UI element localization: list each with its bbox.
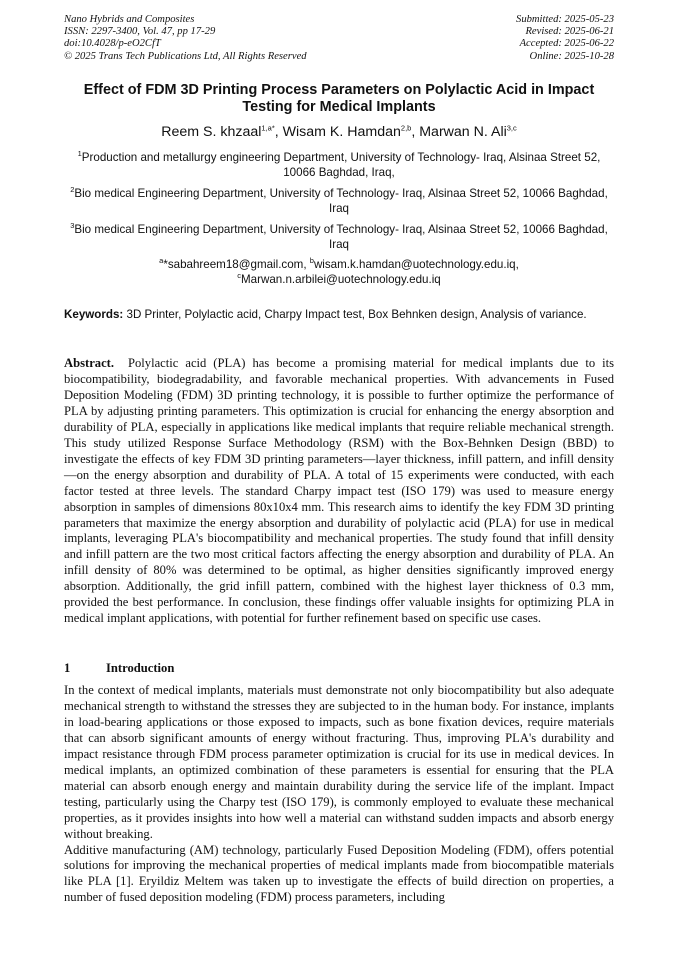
affiliation-mark: 1: [77, 149, 82, 159]
paper-title: Effect of FDM 3D Printing Process Parameters on Polylactic Acid in Impact Testing for Medical Implants: [83, 82, 595, 115]
author-name: Wisam K. Hamdan: [282, 124, 401, 140]
author-affiliation-mark: 1,a*: [261, 123, 275, 133]
date-accepted: Accepted: 2025-06-22: [519, 38, 614, 50]
email-mark: c: [237, 271, 241, 281]
email-c[interactable]: Marwan.n.arbilei@uotechnology.edu.iq: [241, 273, 441, 287]
keywords-label: Keywords:: [64, 308, 124, 321]
date-online: Online: 2025-10-28: [529, 50, 614, 62]
abstract-text: Polylactic acid (PLA) has become a promising material for medical implants due to its biocompatibility, biodegradability, and favorable mechanical properties. With advancements in Fused Deposition Modeling (FDM) 3D printing technology, it is possible to further optimize the performance of PLA by adjusting printing parameters. This optimization is crucial for enhancing the energy absorption and durability of PLA, especially in applications like medical implants that require reliable mechanical strength. This study utilized Response Surface Methodology (RSM) with the Box-Behnken Design (BBD) to investigate the effects of key FDM 3D printing parameters—layer thickness, infill pattern, and infill density—on the energy absorption and durability of PLA. A total of 15 experiments were conducted, with each factor tested at three levels. The standard Charpy impact test (ISO 179) was used to measure energy absorption in samples of dimensions 80x10x4 mm. This research aims to identify the key FDM 3D printing parameters that maximize the energy absorption and durability of polylactic acid (PLA) for use in medical implants, leveraging PLA's biocompatibility and mechanical properties. The study found that infill density and infill pattern are the two most critical factors affecting the energy absorption and durability of PLA. An infill density of 80% was determined to be optimal, as higher densities significantly improved energy absorption. Additionally, the grid infill pattern, combined with the highest layer thickness of 0.3 mm, provided the best performance. In conclusion, these findings offer valuable insights for optimizing PLA in medical implant applications, with potential for further refinement based on specific use cases.: [64, 356, 615, 626]
section-title: Introduction: [106, 661, 175, 675]
author-list: [64, 123, 614, 141]
email-mark: b: [309, 256, 314, 266]
author-name: Reem S. khzaal: [161, 124, 262, 140]
author-name: Marwan N. Ali: [419, 124, 507, 140]
journal-doi: doi:10.4028/p-eO2CfT: [64, 38, 161, 50]
journal-info: [64, 14, 307, 63]
author-affiliation-mark: 2,b: [400, 123, 412, 133]
keywords-text: 3D Printer, Polylactic acid, Charpy Impact test, Box Behnken design, Analysis of variance.: [126, 308, 587, 321]
author-separator: ,: [274, 124, 283, 140]
paragraph: In the context of medical implants, materials must demonstrate not only biocompatibility but also adequate mechanical strength to withstand the stresses they are subjected to in the human body. For instance, implants in load-bearing applications or those exposed to impacts, such as bone fixation devices, require materials that can absorb significant amounts of energy without fracturing. Thus, improving PLA's durability and impact resistance through FDM process parameter optimization is crucial for its use in medical devices. In medical implants, an optimized combination of these parameters is essential for ensuring that the PLA material can absorb enough energy and maintain durability during the service life of the implant. Impact testing, particularly using the Charpy test (ISO 179), is commonly employed to evaluate these mechanical properties, as it provides insights into how well a material can withstand sudden impacts and absorb energy without breaking.: [64, 683, 614, 841]
introduction-body: [64, 683, 614, 906]
abstract: [64, 356, 614, 627]
affiliation: [64, 186, 614, 217]
date-revised: Revised: 2025-06-21: [525, 26, 614, 38]
publication-dates: [516, 14, 614, 63]
email-a[interactable]: *sabahreem18@gmail.com,: [163, 258, 310, 271]
abstract-label: Abstract.: [64, 356, 115, 370]
affiliation: [64, 222, 614, 253]
affiliation-text: Bio medical Engineering Department, University of Technology- Iraq, Alsinaa Street 52, 10066 Baghdad, Iraq: [74, 187, 608, 216]
affiliation-text: Bio medical Engineering Department, University of Technology- Iraq, Alsinaa Street 52, 10066 Baghdad, Iraq: [74, 223, 608, 252]
keywords: [64, 307, 614, 322]
affiliation-mark: 2: [70, 185, 75, 195]
author-emails: [64, 257, 614, 288]
journal-issn: ISSN: 2297-3400, Vol. 47, pp 17-29: [64, 26, 216, 38]
journal-name: Nano Hybrids and Composites: [64, 14, 195, 25]
journal-copyright: © 2025 Trans Tech Publications Ltd, All Rights Reserved: [64, 50, 307, 62]
paragraph: Additive manufacturing (AM) technology, particularly Fused Deposition Modeling (FDM), offers potential solutions for improving the mechanical properties of medical implants made from biocompatible materials like PLA [1]. Eryildiz Meltem was taken up to investigate the effects of build direction on properties, a number of fused deposition modeling (FDM) process parameters, including: [64, 842, 614, 905]
affiliation-text: Production and metallurgy engineering Department, University of Technology- Iraq, Alsinaa Street 52, 10066 Baghdad, Iraq,: [81, 151, 601, 180]
email-mark: a: [159, 256, 164, 266]
section-number: 1: [64, 661, 71, 675]
affiliation-mark: 3: [70, 221, 75, 231]
affiliation: [64, 150, 614, 181]
date-submitted: Submitted: 2025-05-23: [516, 14, 614, 25]
author-affiliation-mark: 3,c: [506, 123, 517, 133]
section-heading: [64, 660, 174, 676]
email-b[interactable]: wisam.k.hamdan@uotechnology.edu.iq,: [313, 258, 519, 271]
author-separator: ,: [411, 124, 420, 140]
